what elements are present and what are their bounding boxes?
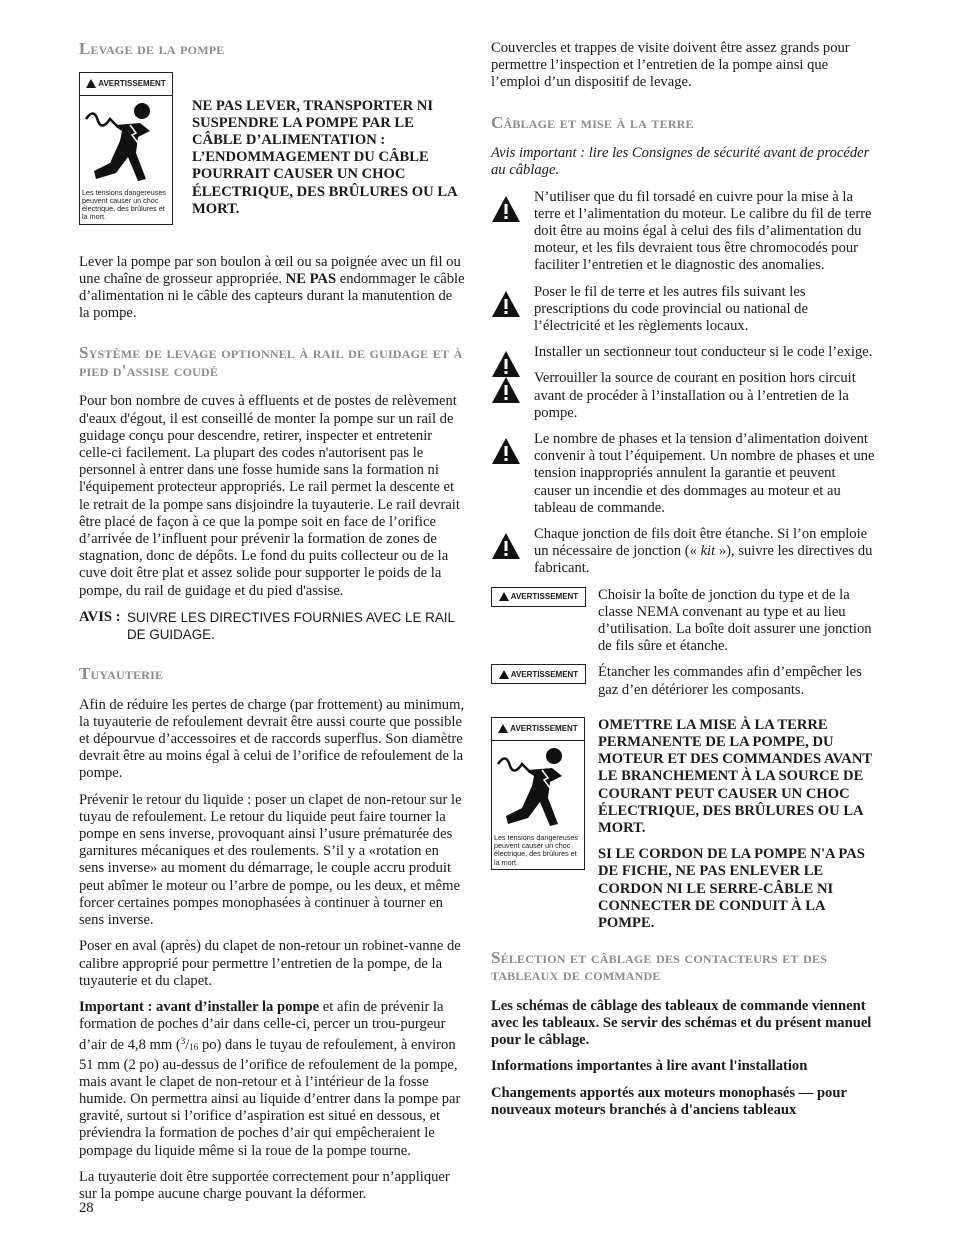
contactors-paragraph-2: Informations importantes à lire avant l'installation <box>491 1058 808 1075</box>
warning-triangle-icon <box>499 670 509 679</box>
warning-label: AVERTISSEMENT <box>491 664 586 684</box>
lifting-warning-text: NE PAS LEVER, TRANSPORTER NI SUSPENDRE LA POMPE PAR LE CÂBLE D’ALIMENTATION : L’ENDOMMAGEMENT DU CÂBLE POURRAIT CAUSER UN CHOC ÉLECTRIQUE, DES BRÛLURES OU LA MORT. <box>192 97 457 217</box>
right-column <box>491 40 876 1128</box>
wiring-item: Le nombre de phases et la tension d’alimentation doivent convenir à tout l’équipement. Un nombre de phases et une tension inappropriés annulent la garantie et peuvent causer un incendie et des dommages au moteur et au tableau de commande. <box>491 431 876 517</box>
lifting-paragraph: Lever la pompe par son boulon à œil ou sa poignée avec un fil ou une chaîne de grosseur appropriée. NE PAS endommager le câble d’alimentation ni le câble des capteurs durant la manutention de la pompe. <box>79 253 465 322</box>
contactors-paragraph-3: Changements apportés aux moteurs monophasés — pour nouveaux moteurs branchés à d'anciens tableaux <box>491 1084 847 1118</box>
section-heading-contacteurs: Sélection et câblage des contacteurs et des tableaux de commande <box>491 947 828 985</box>
grounding-warning-p2: SI LE CORDON DE LA POMPE N'A PAS DE FICHE, NE PAS ENLEVER LE CORDON NI LE SERRE-CÂBLE NI CONNECTER DE CONDUIT À LA POMPE. <box>598 846 865 932</box>
warning-caption: Les tensions dangereuses peuvent causer un choc électrique, des brûlures et la mort. <box>494 832 578 867</box>
notice-label: AVIS : <box>79 608 121 625</box>
section-heading-levage: Levage de la pompe <box>79 39 225 58</box>
wiring-item: N’utiliser que du fil torsadé en cuivre pour la mise à la terre et l’alimentation du moteur. Le calibre du fil de terre doit être au moins égal à celui des fils d’alimentation du moteur, et les fils devraient tous être chromocodés pour faciliter l’entretien et le diagnostic des anomalies. <box>491 189 876 275</box>
page-number: 28 <box>79 1200 94 1216</box>
caution-triangle-icon <box>491 532 521 560</box>
section-heading-tuyauterie: Tuyauterie <box>79 664 164 684</box>
piping-paragraph-4: Important : avant d’installer la pompe et afin de prévenir la formation de poches d’air dans celle-ci, percer un trou-purgeur d’air de 4,8 mm ($^3/_{16}$ po) dans le tuyau de refoulement, à environ 51 mm (2 po) au-dessus de l’orifice de refoulement de la pompe, mais avant le clapet de non-retour et à l’intérieur de la fosse humide. On permettra ainsi au liquide d’entrer dans la pompe par gravité, surtout si l’orifice d’aspiration est situé en dessous, et préviendra la formation de poches d’air qui empêcheraient le pompage du liquide même si la roue de la pompe tourne. <box>79 998 461 1159</box>
rail-paragraph: Pour bon nombre de cuves à effluents et de postes de relèvement d'eaux d'égout, il est conseillé de monter la pompe sur un rail de guidage conçu pour descendre, retirer, inspecter et entretenir celle-ci facilement. La plupart des codes n'autorisent pas le personnel à entrer dans une fosse humide sans la formation ni l'équipement protecteur appropriés. Le rail permet la descente et le retrait de la pompe sans disjoindre la tuyauterie. Le rail devrait être placé de façon à ce que la pompe soit en face de l’orifice d’arrivée de l’influent pour prévenir la formation de zones de stagnation, donc de dépôts. Le fond du puits collecteur ou de la cuve doit être plat et assez solide pour supporter le poids de la pompe, du rail de guidage et du pied d'assise. <box>79 393 460 599</box>
caution-triangle-icon <box>491 290 521 318</box>
rail-notice <box>79 609 465 643</box>
notice-text: SUIVRE LES DIRECTIVES FOURNIES AVEC LE RAIL DE GUIDAGE. <box>127 609 455 642</box>
contactors-paragraph-1: Les schémas de câblage des tableaux de commande viennent avec les tableaux. Se servir des schémas et du présent manuel pour le câblage. <box>491 997 872 1049</box>
warning-label: AVERTISSEMENT <box>491 587 586 607</box>
caution-triangle-icon <box>491 195 521 223</box>
wiring-item: Verrouiller la source de courant en position hors circuit avant de procéder à l’installation ou à l’entretien de la pompe. <box>491 370 876 422</box>
piping-paragraph-3: Poser en aval (après) du clapet de non-retour un robinet-vanne de calibre approprié pour permettre l’entretien de la pompe, de la tuyauterie et du clapet. <box>79 938 461 989</box>
section-heading-rail: Système de levage optionnel à rail de guidage et à pied d'assise coudé <box>79 343 463 380</box>
wiring-item: Chaque jonction de fils doit être étanche. Si l’on emploie un nécessaire de jonction (« kit »), suivre les directives du fabricant. <box>491 526 876 578</box>
lifting-warning-block <box>79 72 465 254</box>
warning-triangle-icon <box>86 79 96 88</box>
grounding-warning-p1: OMETTRE LA MISE À LA TERRE PERMANENTE DE LA POMPE, DU MOTEUR ET DES COMMANDES AVANT LE BRANCHEMENT À LA SOURCE DE COURANT PEUT CAUSER UN CHOC ÉLECTRIQUE, DES BRÛLURES OU LA MORT. <box>598 716 872 837</box>
grounding-warning-block <box>491 717 876 935</box>
piping-paragraph-1: Afin de réduire les pertes de charge (par frottement) au minimum, la tuyauterie de refoulement devrait être aussi courte que possible et dépourvue d’accessoires et de raccords superflus. Son diamètre devrait être au moins égal à celui de l’orifice de refoulement de la pompe. <box>79 696 465 782</box>
warning-triangle-icon <box>498 724 508 733</box>
electric-shock-icon <box>80 97 172 189</box>
section-heading-cablage: Câblage et mise à la terre <box>491 112 694 132</box>
electric-shock-warning-figure <box>491 717 585 870</box>
left-column <box>79 40 465 1212</box>
caution-triangle-icon <box>491 437 521 465</box>
electric-shock-warning-figure <box>79 72 173 225</box>
warning-label: AVERTISSEMENT <box>80 73 172 96</box>
grounding-warning-text <box>598 717 876 932</box>
warning-caption: Les tensions dangereuses peuvent causer un choc électrique, des brûlures et la mort. <box>82 187 166 222</box>
wiring-note: Avis important : lire les Consignes de sécurité avant de procéder au câblage. <box>491 145 870 179</box>
warning-label: AVERTISSEMENT <box>492 718 584 741</box>
warning-triangle-icon <box>499 592 509 601</box>
wiring-item: Installer un sectionneur tout conducteur si le code l’exige. <box>491 344 876 361</box>
piping-paragraph-2: Prévenir le retour du liquide : poser un clapet de non-retour sur le tuyau de refoulement. Le retour du liquide peut faire tourner la pompe en sens inverse, provoquant ainsi l’usure prématurée des garnitures mécaniques et des roulements. S’il y a «rotation en sens inverse» au moment du démarrage, le couple accru produit peut abîmer le moteur ou l’arbre de pompe, ou les deux, et même forcer certaines pompes monophasées à continuer à tourner en sens inverse. <box>79 791 462 929</box>
piping-paragraph-5: La tuyauterie doit être supportée correctement pour n’appliquer sur la pompe aucune charge pouvant la déformer. <box>79 1168 450 1202</box>
wiring-item: Poser le fil de terre et les autres fils suivant les prescriptions du code provincial ou national de l’électricité et les règlements locaux. <box>491 284 876 336</box>
electric-shock-icon <box>492 742 584 834</box>
cover-paragraph: Couvercles et trappes de visite doivent être assez grands pour permettre l’inspection et l’entretien de la pompe ainsi que l’emploi d’un dispositif de levage. <box>491 40 850 91</box>
caution-triangle-icon <box>491 376 521 404</box>
junction-box-warning: AVERTISSEMENT Choisir la boîte de jonction du type et de la classe NEMA convenant au type et au lieu d’utilisation. La boîte doit assurer une jonction de fils sûre et étanche. <box>491 587 876 656</box>
controls-sealing-warning: AVERTISSEMENT Étancher les commandes afin d’empêcher les gaz d’en détériorer les composants. <box>491 664 876 698</box>
